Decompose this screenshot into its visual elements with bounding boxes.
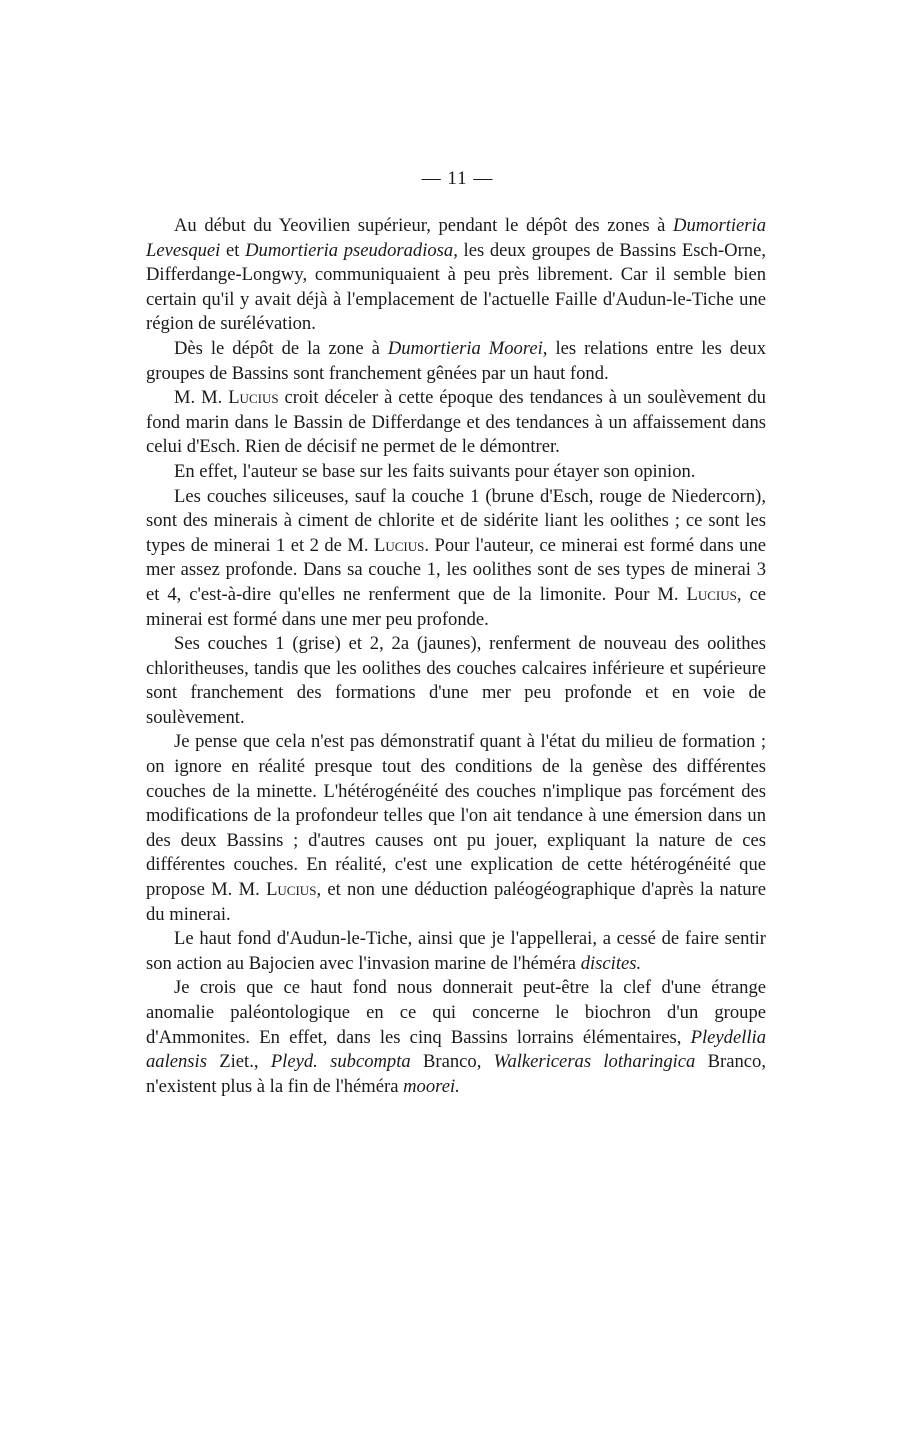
body-text	[146, 214, 766, 1099]
paragraph	[146, 485, 766, 633]
author-name: Lucius	[266, 879, 317, 901]
paragraph	[146, 976, 766, 1099]
paragraph	[146, 927, 766, 976]
paragraph	[146, 214, 766, 337]
italic-text: Dumortieria pseudoradiosa,	[245, 239, 458, 261]
paragraph	[146, 632, 766, 730]
paragraph	[146, 460, 766, 485]
text-segment: En effet, l'auteur se base sur les faits suivants pour étayer son opinion.	[174, 460, 696, 482]
italic-text: Pleydellia aalensis	[146, 1026, 766, 1073]
paragraph	[146, 730, 766, 927]
text-segment: . Pour l'auteur, ce minerai est formé dans une mer assez profonde. Dans sa couche 1, les oolithes sont de ses types de minerai 3 et 4, c'est-à-dire qu'elles ne renferment que de la limonite. Pour M.	[146, 534, 766, 605]
text-segment: Branco, n'existent plus à la fin de l'héméra	[146, 1051, 766, 1097]
text-segment: Ses couches 1 (grise) et 2, 2a (jaunes), renferment de nouveau des oolithes chloritheuses, tandis que les oolithes des couches calcaires inférieure et supérieure sont franchement des formations d'une mer peu profonde et en voie de soulèvement.	[146, 633, 766, 728]
paragraph	[146, 337, 766, 386]
text-segment: Au début du Yeovilien supérieur, pendant le dépôt des zones à	[174, 215, 674, 236]
italic-text: Dumortieria Levesquei	[146, 215, 766, 261]
text-segment: , et non une déduction paléogéographique d'après la nature du minerai.	[146, 879, 766, 925]
text-segment: Le haut fond d'Audun-le-Tiche, ainsi que je l'appellerai, a cessé de faire sentir son action au Bajocien avec l'invasion marine de l'héméra	[146, 928, 766, 974]
text-segment: Je pense que cela n'est pas démonstratif quant à l'état du milieu de formation ; on ignore en réalité presque tout des conditions de la genèse des différentes couches de la minette. L'hétérogénéité des couches n'implique pas forcément des modifications de la profondeur telles que l'on ait tendance à une émersion dans un des deux Bassins ; d'autres causes ont pu jouer, expliquant la nature de ces différentes couches. En réalité, c'est une explication de cette hétérogénéité que propose M. M.	[146, 731, 766, 901]
italic-text: Walkericeras lotharingica	[493, 1051, 696, 1073]
italic-text: Pleyd. subcompta	[270, 1051, 411, 1073]
italic-text: Dumortieria Moorei,	[387, 337, 548, 359]
paragraph	[146, 386, 766, 460]
author-name: Lucius	[228, 387, 279, 409]
text-segment: Je crois que ce haut fond nous donnerait peut-être la clef d'une étrange anomalie paléontologique en ce qui concerne le biochron d'un groupe d'Ammonites. En effet, dans les cinq Bassins lorrains élémentaires,	[146, 977, 766, 1048]
text-segment: Branco,	[410, 1051, 494, 1073]
text-segment: Les couches siliceuses, sauf la couche 1 (brune d'Esch, rouge de Niedercorn), sont des minerais à ciment de chlorite et de sidérite liant les oolithes ; ce sont les types de minerai 1 et 2 de M.	[146, 485, 766, 556]
text-segment: Dès le dépôt de la zone à	[174, 337, 388, 359]
author-name: Lucius	[686, 583, 737, 605]
italic-text: discites.	[580, 952, 642, 974]
author-name: Lucius	[374, 534, 425, 556]
text-segment: croit déceler à cette époque des tendances à un soulèvement du fond marin dans le Bassin de Differdange et des tendances à un affaissement dans celui d'Esch. Rien de décisif ne permet de le démontrer.	[146, 387, 766, 458]
italic-text: moorei.	[403, 1075, 460, 1097]
text-segment: les relations entre les deux groupes de Bassins sont franchement gênées par un haut fond.	[146, 337, 766, 384]
text-segment: M. M.	[174, 387, 229, 409]
text-segment: , ce minerai est formé dans une mer peu profonde.	[146, 583, 766, 630]
page-number: — 11 —	[421, 168, 494, 189]
text-segment: Ziet.,	[206, 1051, 271, 1073]
text-segment: et	[220, 239, 246, 261]
text-segment: les deux groupes de Bassins Esch-Orne, Differdange-Longwy, communiquaient à peu près librement. Car il semble bien certain qu'il y avait déjà à l'emplacement de l'actuelle Faille d'Audun-le-Tiche une région de surélévation.	[146, 239, 766, 335]
